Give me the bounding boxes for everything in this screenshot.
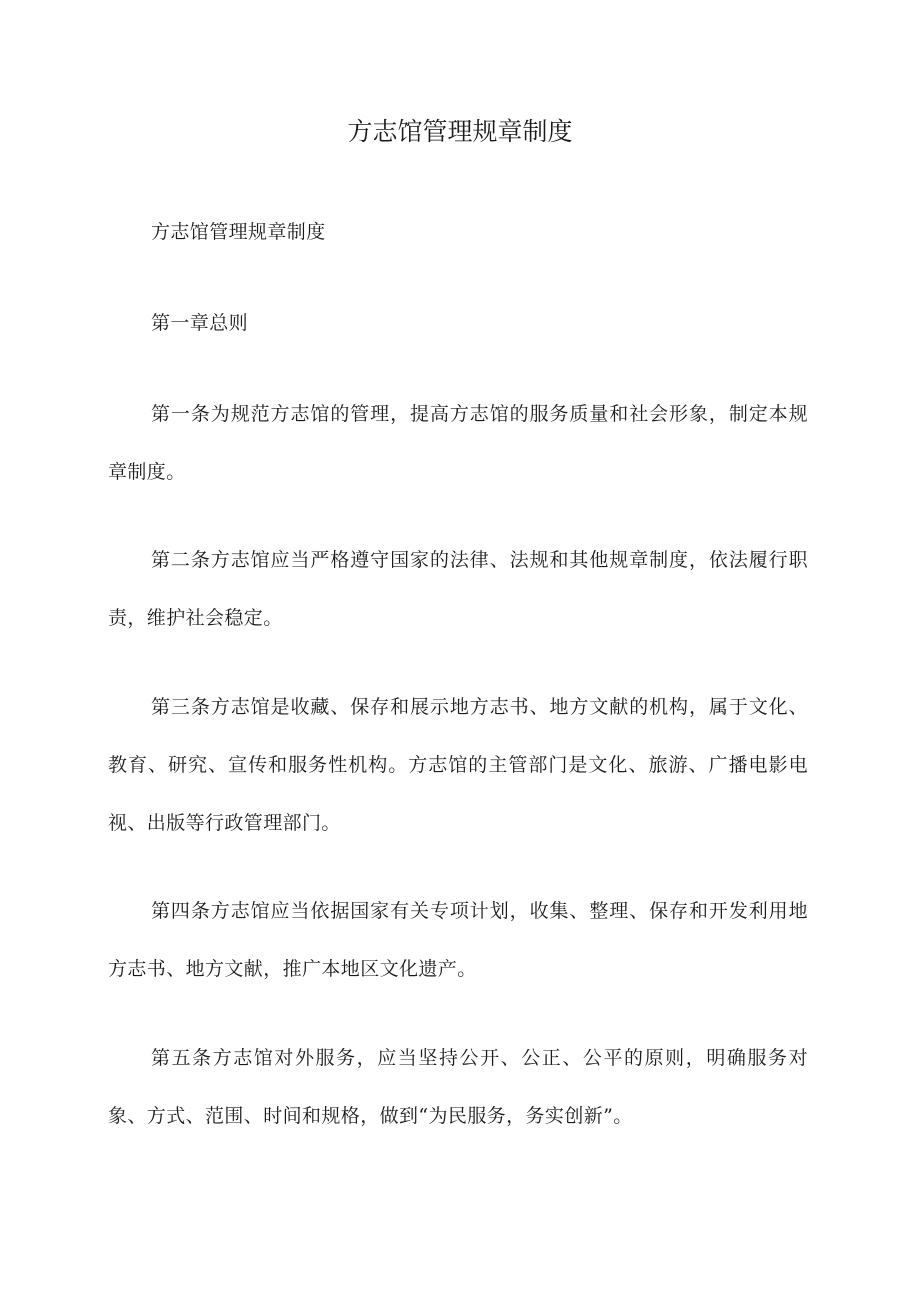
paragraph-article-3: 第三条方志馆是收藏、保存和展示地方志书、地方文献的机构，属于文化、教育、研究、宣传和服务性机构。方志馆的主管部门是文化、旅游、广播电影电视、出版等行政管理部门。 (108, 696, 808, 834)
paragraph-article-2: 第二条方志馆应当严格遵守国家的法律、法规和其他规章制度，依法履行职责，维护社会稳定。 (108, 549, 808, 629)
paragraph-chapter-heading: 第一章总则 (151, 312, 249, 334)
paragraph-article-4: 第四条方志馆应当依据国家有关专项计划，收集、整理、保存和开发利用地方志书、地方文献，推广本地区文化遗产。 (108, 900, 808, 980)
paragraph-article-5: 第五条方志馆对外服务，应当坚持公开、公正、公平的原则，明确服务对象、方式、范围、时间和规格，做到“为民服务，务实创新”。 (108, 1047, 808, 1127)
document-title: 方志馆管理规章制度 (347, 117, 573, 146)
paragraph-subtitle: 方志馆管理规章制度 (151, 221, 326, 243)
paragraph-article-1: 第一条为规范方志馆的管理，提高方志馆的服务质量和社会形象，制定本规章制度。 (108, 403, 808, 483)
